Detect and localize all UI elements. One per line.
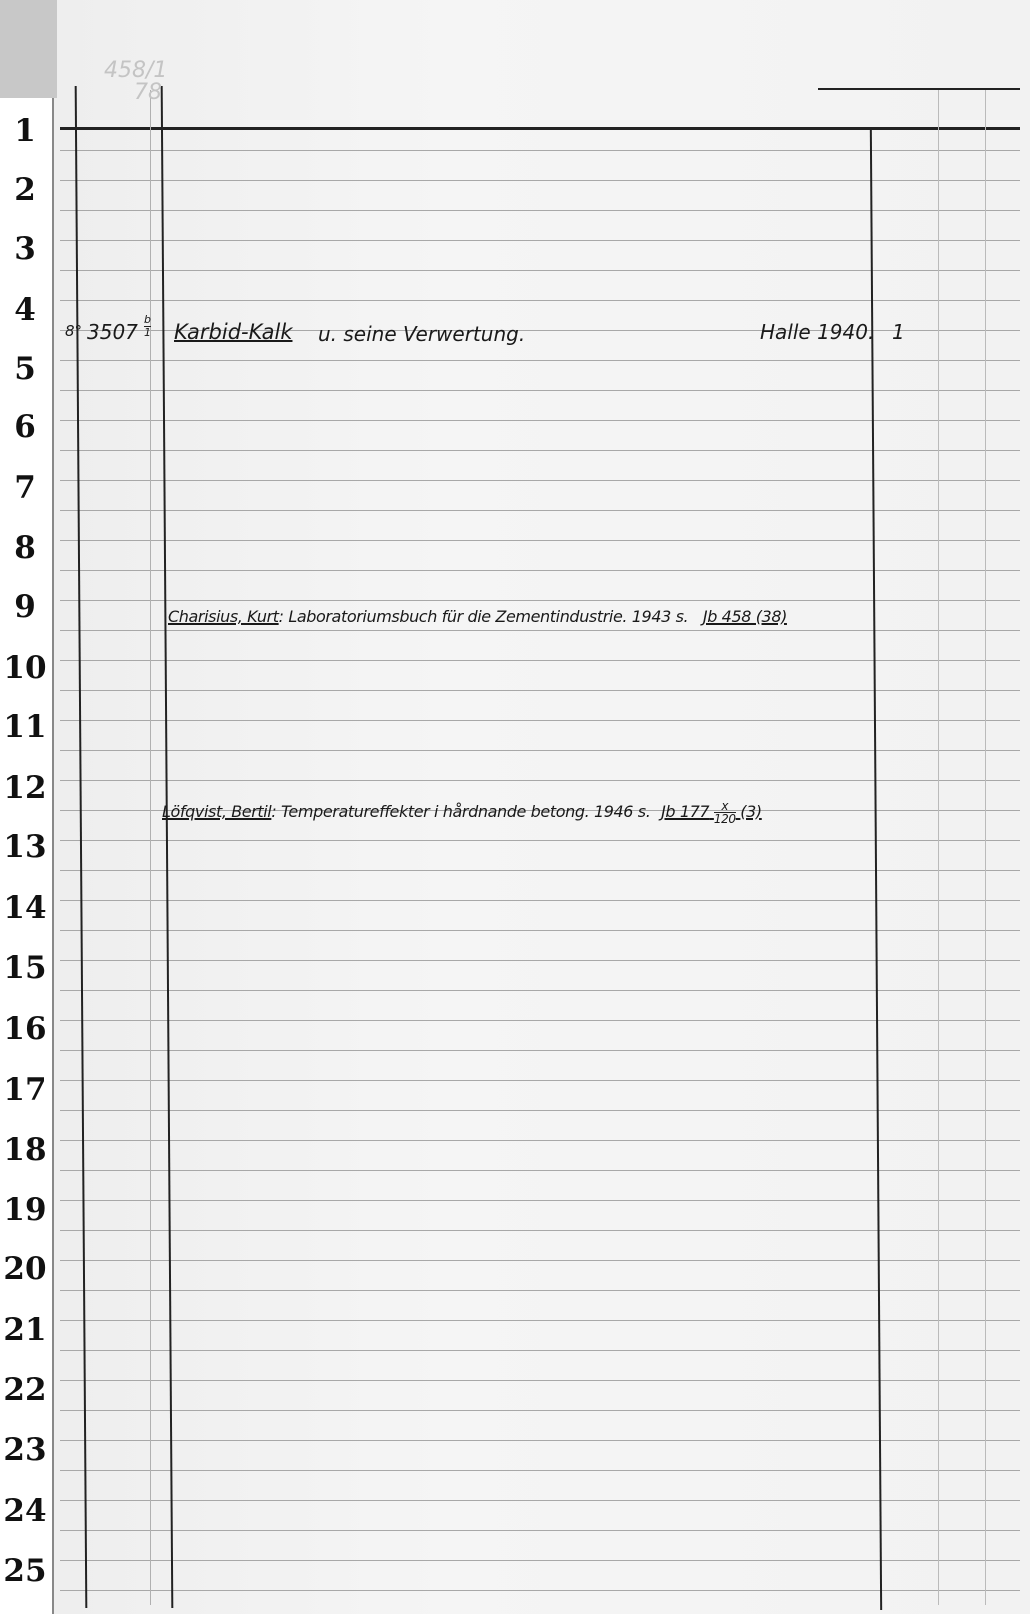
ruled-line: [60, 240, 1020, 241]
ruled-line: [60, 300, 1020, 301]
reference-fraction-bottom: 120: [713, 812, 736, 826]
row-number: 17: [3, 1072, 47, 1108]
ruled-line: [60, 630, 1020, 631]
entry-title: Karbid-Kalk: [174, 320, 293, 344]
ruled-line: [60, 420, 1020, 421]
ruled-line: [60, 1290, 1020, 1291]
ruled-line: [60, 480, 1020, 481]
row-number: 11: [3, 709, 47, 745]
corner-note-line1: 458/1: [104, 58, 168, 83]
ruled-line: [60, 1410, 1020, 1411]
row-number: 12: [3, 770, 47, 806]
row-number: 5: [14, 351, 36, 387]
row-number: 7: [14, 470, 36, 506]
row-number: 4: [14, 292, 36, 328]
row-number: 9: [14, 589, 36, 625]
row-number: 14: [3, 890, 47, 926]
ruled-line: [60, 360, 1020, 361]
row-number: 15: [3, 950, 47, 986]
ruled-line: [60, 540, 1020, 541]
row-number: 23: [3, 1432, 47, 1468]
entry-title: : Laboratoriumsbuch für die Zementindustrie. 1943 s.: [278, 607, 689, 626]
place-year: Halle 1940.: [760, 320, 875, 344]
shelf-fraction-bottom: 1: [144, 326, 151, 339]
ruled-line: [60, 1530, 1020, 1531]
shelf-fraction-top: b: [144, 313, 151, 326]
ruled-line: [60, 270, 1020, 271]
row-number: 24: [3, 1493, 47, 1529]
ruled-line: [60, 210, 1020, 211]
corner-note-line2: 78: [134, 80, 162, 105]
row-number: 19: [3, 1192, 47, 1228]
entry-title-rest: u. seine Verwertung.: [318, 322, 526, 346]
entry-author: Charisius, Kurt: [168, 607, 279, 626]
entry-reference: [655, 799, 762, 826]
ruled-line: [60, 390, 1020, 391]
entry-author: Löfqvist, Bertil: [162, 802, 272, 821]
format-mark: 8°: [65, 322, 83, 340]
ruled-line: [60, 1350, 1020, 1351]
ruled-line: [60, 720, 1020, 721]
header-rule-right: [818, 88, 1020, 90]
row-number: 10: [3, 650, 47, 686]
ruled-line: [60, 1230, 1020, 1231]
row-number: 3: [14, 231, 36, 267]
ruled-line: [60, 1500, 1020, 1501]
faint-column-3: [985, 90, 986, 1605]
row-number: 6: [14, 409, 36, 445]
entry-reference: Jb 458 (38): [702, 607, 787, 626]
row-number: 20: [3, 1251, 47, 1287]
header-rule: [60, 127, 1020, 130]
reference-prefix: Jb 177: [661, 802, 710, 821]
reference-suffix: (3): [740, 802, 762, 821]
ruled-line: [60, 1170, 1020, 1171]
row-number: 16: [3, 1011, 47, 1047]
ruled-line: [60, 1320, 1020, 1321]
ruled-line: [60, 570, 1020, 571]
row-number-column: [0, 98, 50, 1614]
faint-column-2: [938, 90, 939, 1605]
ruled-line: [60, 1440, 1020, 1441]
ruled-line: [60, 1260, 1020, 1261]
row-number: 2: [14, 172, 36, 208]
row-number: 8: [14, 530, 36, 566]
reference-fraction-top: x: [714, 800, 736, 813]
scan-margin: [0, 0, 57, 98]
row-number: 25: [3, 1553, 47, 1589]
row-number: 21: [3, 1312, 47, 1348]
ruled-line: [60, 450, 1020, 451]
row-number: 22: [3, 1372, 47, 1408]
shelf-number: 3507: [87, 320, 138, 344]
row-number: 13: [3, 829, 47, 865]
ruled-line: [60, 1590, 1020, 1591]
ruled-line: [60, 600, 1020, 601]
ruled-line: [60, 1560, 1020, 1561]
row-number: 18: [3, 1132, 47, 1168]
shelf-fraction: [144, 314, 151, 339]
ruled-line: [60, 660, 1020, 661]
catalog-entry-charisius: [168, 607, 797, 626]
entry-title: : Temperatureffekter i hårdnande betong. 1946 s.: [271, 802, 651, 821]
row-number: 1: [14, 113, 36, 149]
catalog-entry-lofqvist: [162, 800, 762, 825]
ruled-line: [60, 510, 1020, 511]
ruled-line: [60, 690, 1020, 691]
ruled-line: [60, 1470, 1020, 1471]
ruled-line: [60, 150, 1020, 151]
corner-note: [104, 60, 167, 104]
ruled-line: [60, 180, 1020, 181]
ruled-line: [60, 1380, 1020, 1381]
ruled-line: [60, 1200, 1020, 1201]
reference-fraction: [714, 800, 736, 825]
volume-count: 1: [892, 320, 905, 344]
